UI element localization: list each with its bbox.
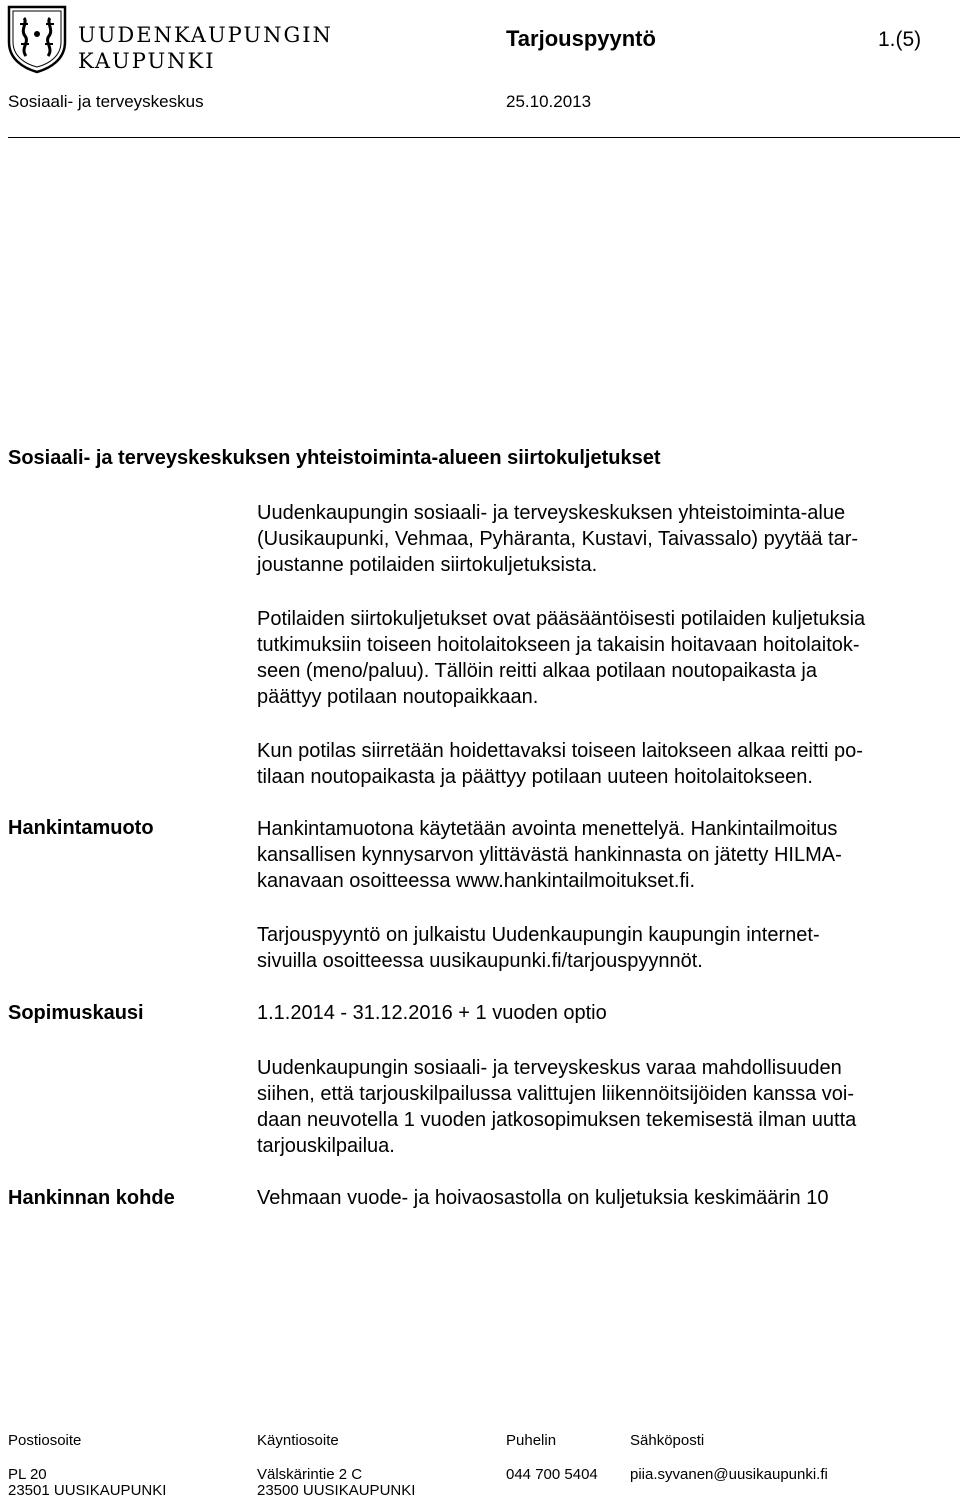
transport-description-paragraph xyxy=(257,606,957,710)
transfer-description-paragraph xyxy=(257,738,957,790)
footer-visit-line2: 23500 UUSIKAUPUNKI xyxy=(257,1482,416,1499)
procurement-method-label: Hankintamuoto xyxy=(8,817,154,839)
footer-email-value: piia.syvanen@uusikaupunki.fi xyxy=(630,1466,828,1483)
procurement-method-text xyxy=(257,816,957,894)
intro-line: joustanne potilaiden siirtokuljetuksista. xyxy=(257,554,598,576)
paragraph-line: tutkimuksiin toiseen hoitolaitokseen ja takaisin hoitavaan hoitolaitok- xyxy=(257,634,860,656)
footer-phone-label: Puhelin xyxy=(506,1432,557,1449)
footer-visit-label: Käyntiosoite xyxy=(257,1432,339,1449)
contract-period-label: Sopimuskausi xyxy=(8,1002,144,1024)
contract-period-value: 1.1.2014 - 31.12.2016 + 1 vuoden optio xyxy=(257,1002,607,1024)
department-name: Sosiaali- ja terveyskeskus xyxy=(8,92,204,111)
paragraph-line: siihen, että tarjouskilpailussa valittujen liikennöitsijöiden kanssa voi- xyxy=(257,1083,854,1105)
paragraph-line: tarjouskilpailua. xyxy=(257,1135,395,1157)
procurement-subject-text: Vehmaan vuode- ja hoivaosastolla on kuljetuksia keskimäärin 10 xyxy=(257,1187,829,1209)
intro-line: (Uusikaupunki, Vehmaa, Pyhäranta, Kustavi, Taivassalo) pyytää tar- xyxy=(257,528,859,550)
document-type: Tarjouspyyntö xyxy=(506,26,656,51)
header-divider xyxy=(8,137,960,138)
paragraph-line: Potilaiden siirtokuljetukset ovat pääsääntöisesti potilaiden kuljetuksia xyxy=(257,608,866,630)
paragraph-line: daan neuvotella 1 vuoden jatkosopimuksen tekemisestä ilman uutta xyxy=(257,1109,857,1131)
paragraph-line: kanavaan osoitteessa www.hankintailmoitukset.fi. xyxy=(257,870,696,892)
footer-postal-label: Postiosoite xyxy=(8,1432,82,1449)
footer-phone-value: 044 700 5404 xyxy=(506,1466,598,1483)
paragraph-line: Tarjouspyyntö on julkaistu Uudenkaupungin kaupungin internet- xyxy=(257,924,820,946)
organization-name-line1: UUDENKAUPUNGIN xyxy=(78,23,333,47)
document-title: Sosiaali- ja terveyskeskuksen yhteistoiminta-alueen siirtokuljetukset xyxy=(8,447,661,469)
publication-note xyxy=(257,922,957,974)
paragraph-line: Kun potilas siirretään hoidettavaksi toiseen laitokseen alkaa reitti po- xyxy=(257,740,863,762)
paragraph-line: tilaan noutopaikasta ja päättyy potilaan uuteen hoitolaitokseen. xyxy=(257,766,813,788)
footer-postal-line1: PL 20 xyxy=(8,1466,47,1483)
intro-paragraph xyxy=(257,500,957,578)
document-date: 25.10.2013 xyxy=(506,92,592,111)
intro-line: Uudenkaupungin sosiaali- ja terveyskeskuksen yhteistoiminta-alue xyxy=(257,502,846,524)
coat-of-arms-icon xyxy=(6,4,68,74)
paragraph-line: sivuilla osoitteessa uusikaupunki.fi/tarjouspyynnöt. xyxy=(257,950,703,972)
contract-extension-paragraph xyxy=(257,1055,957,1159)
paragraph-line: kansallisen kynnysarvon ylittävästä hankinnasta on jätetty HILMA- xyxy=(257,844,842,866)
paragraph-line: päättyy potilaan noutopaikkaan. xyxy=(257,686,539,708)
paragraph-line: seen (meno/paluu). Tällöin reitti alkaa potilaan noutopaikasta ja xyxy=(257,660,817,682)
organization-name-line2: KAUPUNKI xyxy=(78,49,216,73)
footer-email-label: Sähköposti xyxy=(630,1432,705,1449)
page-number: 1.(5) xyxy=(878,28,922,51)
organization-name xyxy=(78,22,333,74)
paragraph-line: Hankintamuotona käytetään avointa menettelyä. Hankintailmoitus xyxy=(257,818,838,840)
paragraph-line: Uudenkaupungin sosiaali- ja terveyskeskus varaa mahdollisuuden xyxy=(257,1057,842,1079)
footer-postal-line2: 23501 UUSIKAUPUNKI xyxy=(8,1482,167,1499)
footer-visit-line1: Välskärintie 2 C xyxy=(257,1466,363,1483)
procurement-subject-label: Hankinnan kohde xyxy=(8,1187,175,1209)
